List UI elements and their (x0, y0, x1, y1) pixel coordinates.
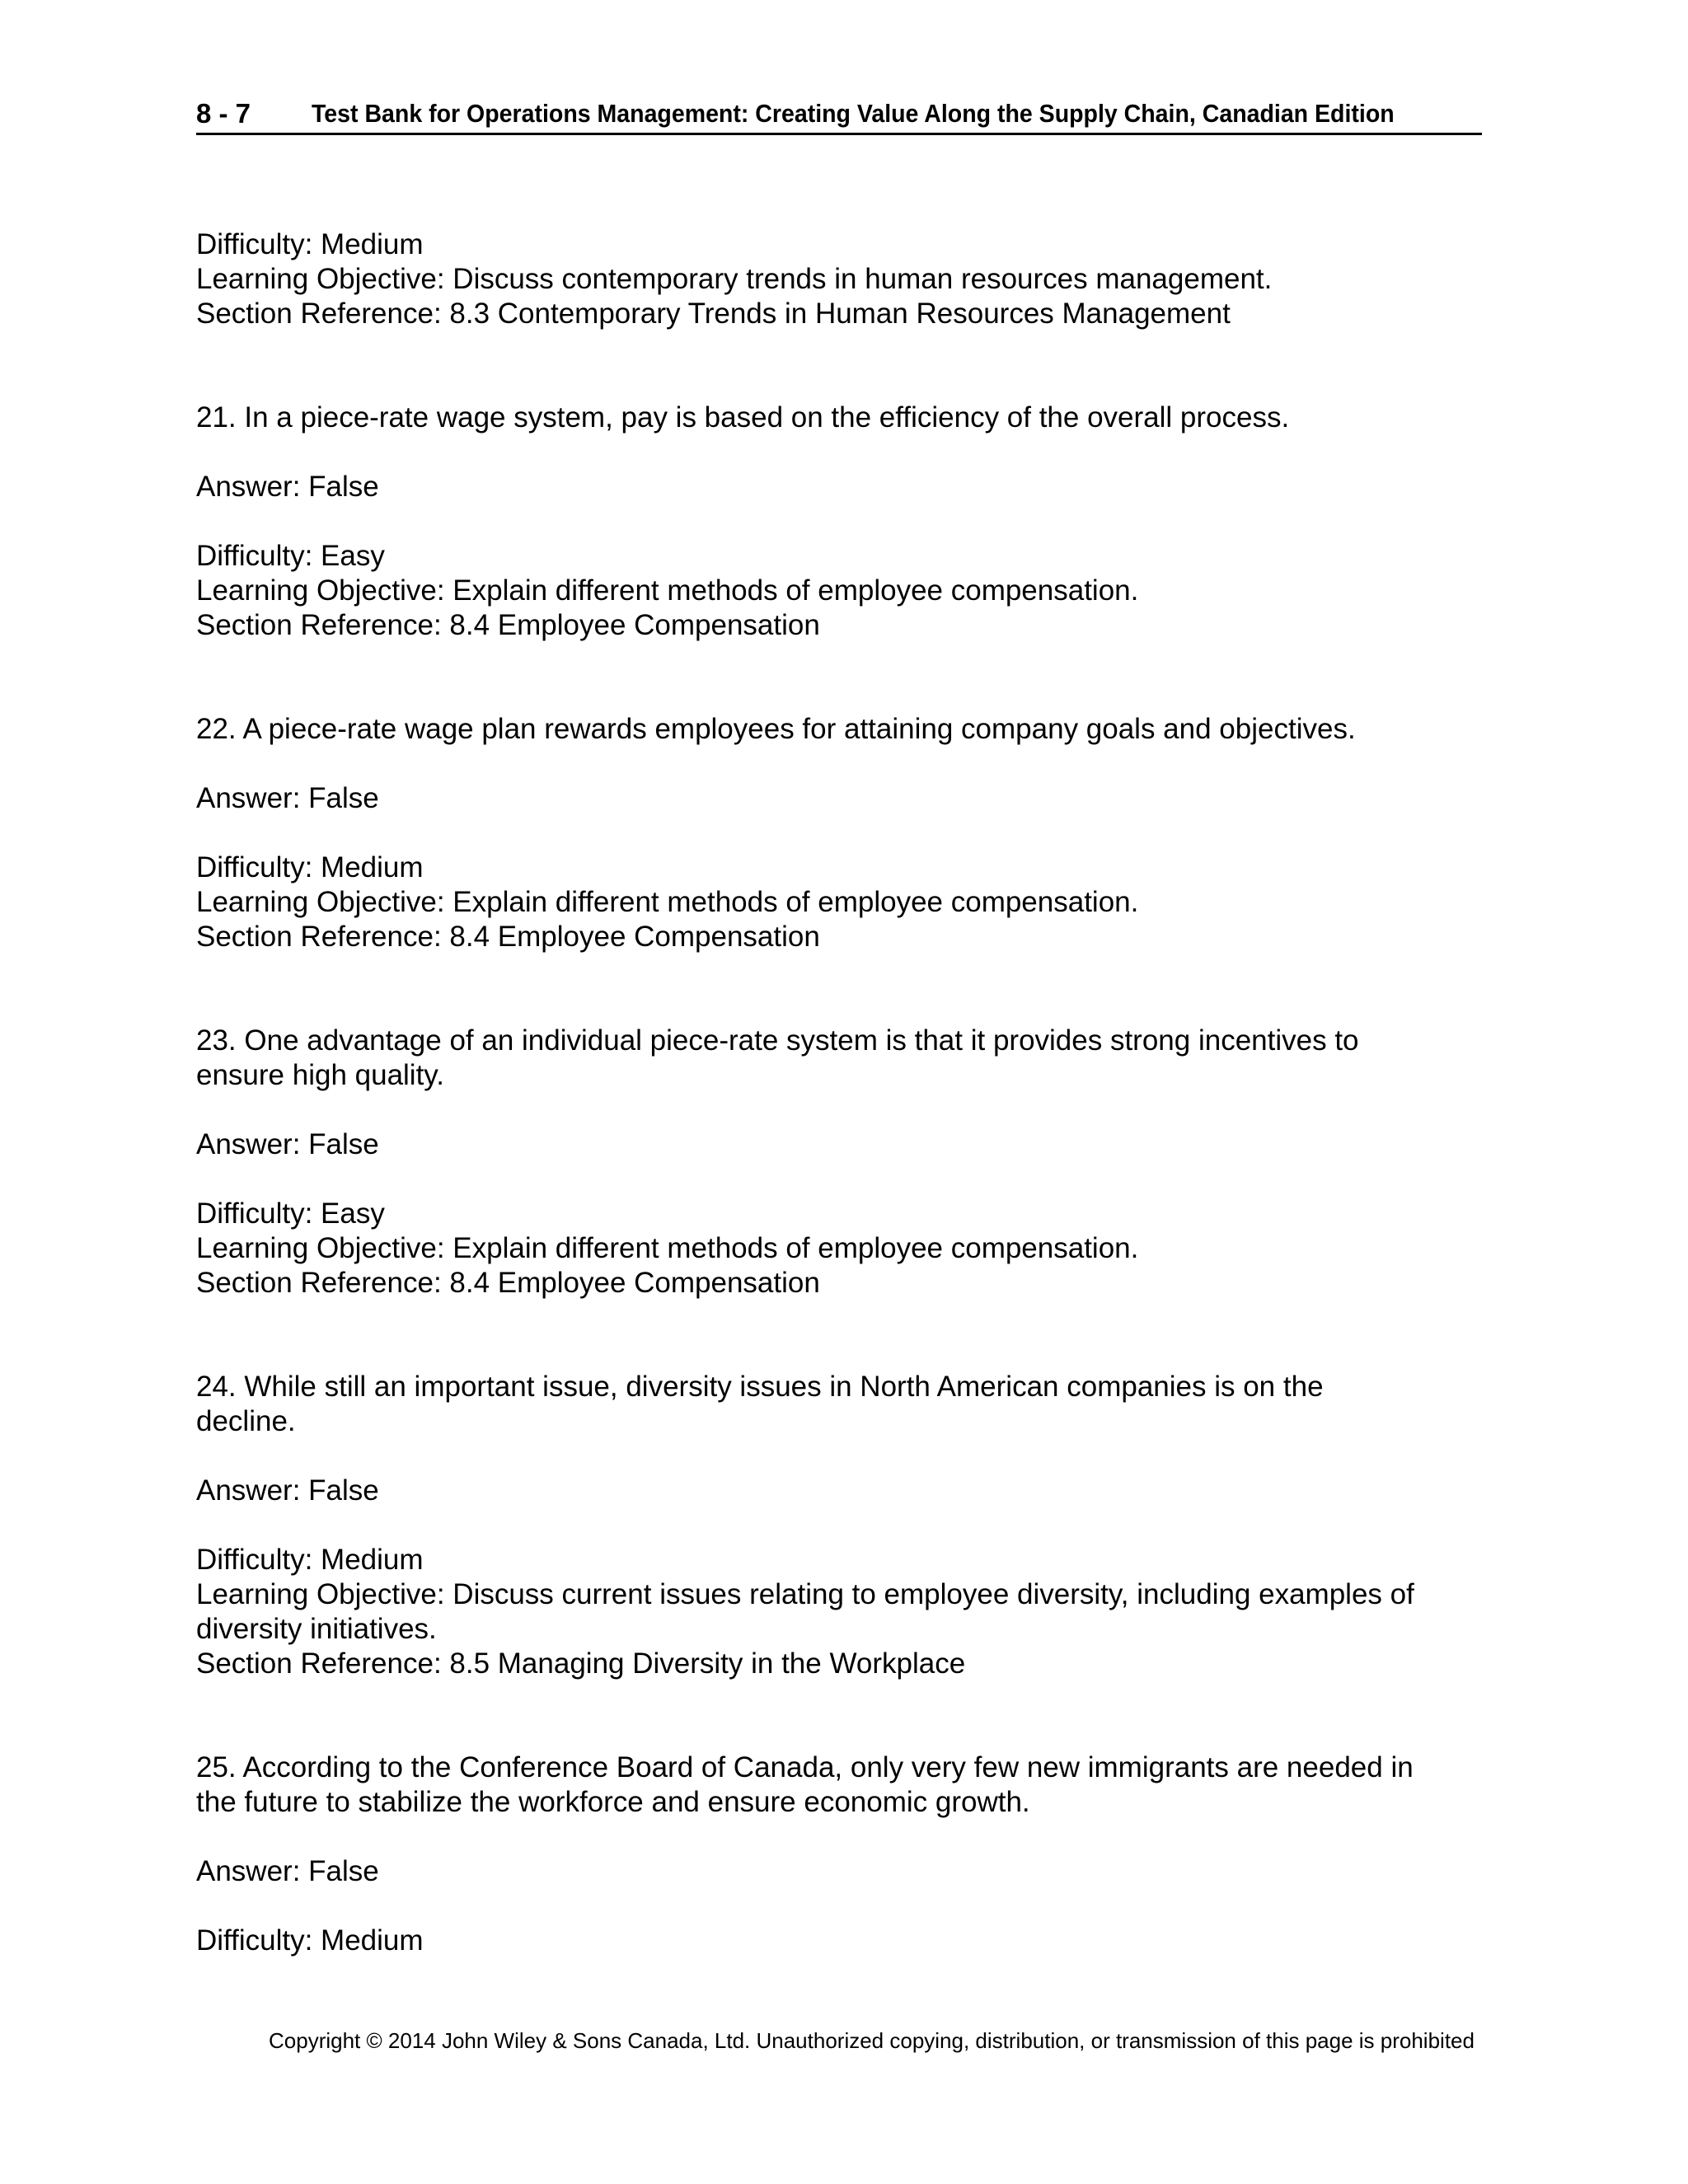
question-item (196, 1370, 1482, 1681)
difficulty: Difficulty: Medium (196, 228, 424, 260)
difficulty: Difficulty: Medium (196, 1924, 424, 1957)
book-title: Test Bank for Operations Management: Creating Value Along the Supply Chain, Canadian Edition (312, 99, 1395, 128)
section-reference: Section Reference: 8.3 Contemporary Trends in Human Resources Management (196, 298, 1231, 330)
difficulty: Difficulty: Medium (196, 851, 424, 883)
answer: Answer: False (196, 782, 379, 814)
question-item (196, 1024, 1482, 1301)
learning-objective: Learning Objective: Discuss current issues relating to employee diversity, including examples of (196, 1578, 1414, 1610)
section-reference: Section Reference: 8.4 Employee Compensation (196, 609, 820, 641)
learning-objective: Learning Objective: Explain different methods of employee compensation. (196, 886, 1139, 918)
difficulty: Difficulty: Easy (196, 540, 385, 572)
page-content (196, 227, 1482, 1958)
question-text-continued: decline. (196, 1405, 296, 1437)
learning-objective: Learning Objective: Explain different methods of employee compensation. (196, 1232, 1139, 1264)
answer: Answer: False (196, 1128, 379, 1160)
difficulty: Difficulty: Easy (196, 1197, 385, 1230)
answer: Answer: False (196, 471, 379, 503)
section-reference: Section Reference: 8.5 Managing Diversity in the Workplace (196, 1647, 966, 1680)
learning-objective: Learning Objective: Discuss contemporary trends in human resources management. (196, 263, 1273, 295)
question-text: 23. One advantage of an individual piece-rate system is that it provides strong incentives to (196, 1024, 1359, 1057)
page-number: 8 - 7 (196, 98, 251, 129)
learning-objective: Learning Objective: Explain different methods of employee compensation. (196, 574, 1139, 607)
answer: Answer: False (196, 1474, 379, 1507)
section-reference: Section Reference: 8.4 Employee Compensation (196, 921, 820, 953)
question-text: 21. In a piece-rate wage system, pay is based on the efficiency of the overall process. (196, 401, 1290, 434)
question-item (196, 712, 1482, 954)
question-text-continued: the future to stabilize the workforce and ensure economic growth. (196, 1786, 1030, 1818)
question-text: 22. A piece-rate wage plan rewards employees for attaining company goals and objectives. (196, 713, 1356, 745)
answer: Answer: False (196, 1855, 379, 1887)
question-text: 25. According to the Conference Board of Canada, only very few new immigrants are needed in (196, 1751, 1414, 1783)
section-reference: Section Reference: 8.4 Employee Compensation (196, 1267, 820, 1299)
question-item (196, 401, 1482, 643)
top-block (196, 227, 1482, 331)
difficulty: Difficulty: Medium (196, 1544, 424, 1576)
question-item (196, 1750, 1482, 1958)
question-text-continued: ensure high quality. (196, 1059, 444, 1091)
page-header (196, 97, 1482, 135)
learning-objective-continued: diversity initiatives. (196, 1613, 437, 1645)
copyright-footer: Copyright © 2014 John Wiley & Sons Canada, Ltd. Unauthorized copying, distribution, or transmission of this page is prohibited (269, 2028, 1475, 2053)
question-text: 24. While still an important issue, diversity issues in North American companies is on the (196, 1371, 1324, 1403)
